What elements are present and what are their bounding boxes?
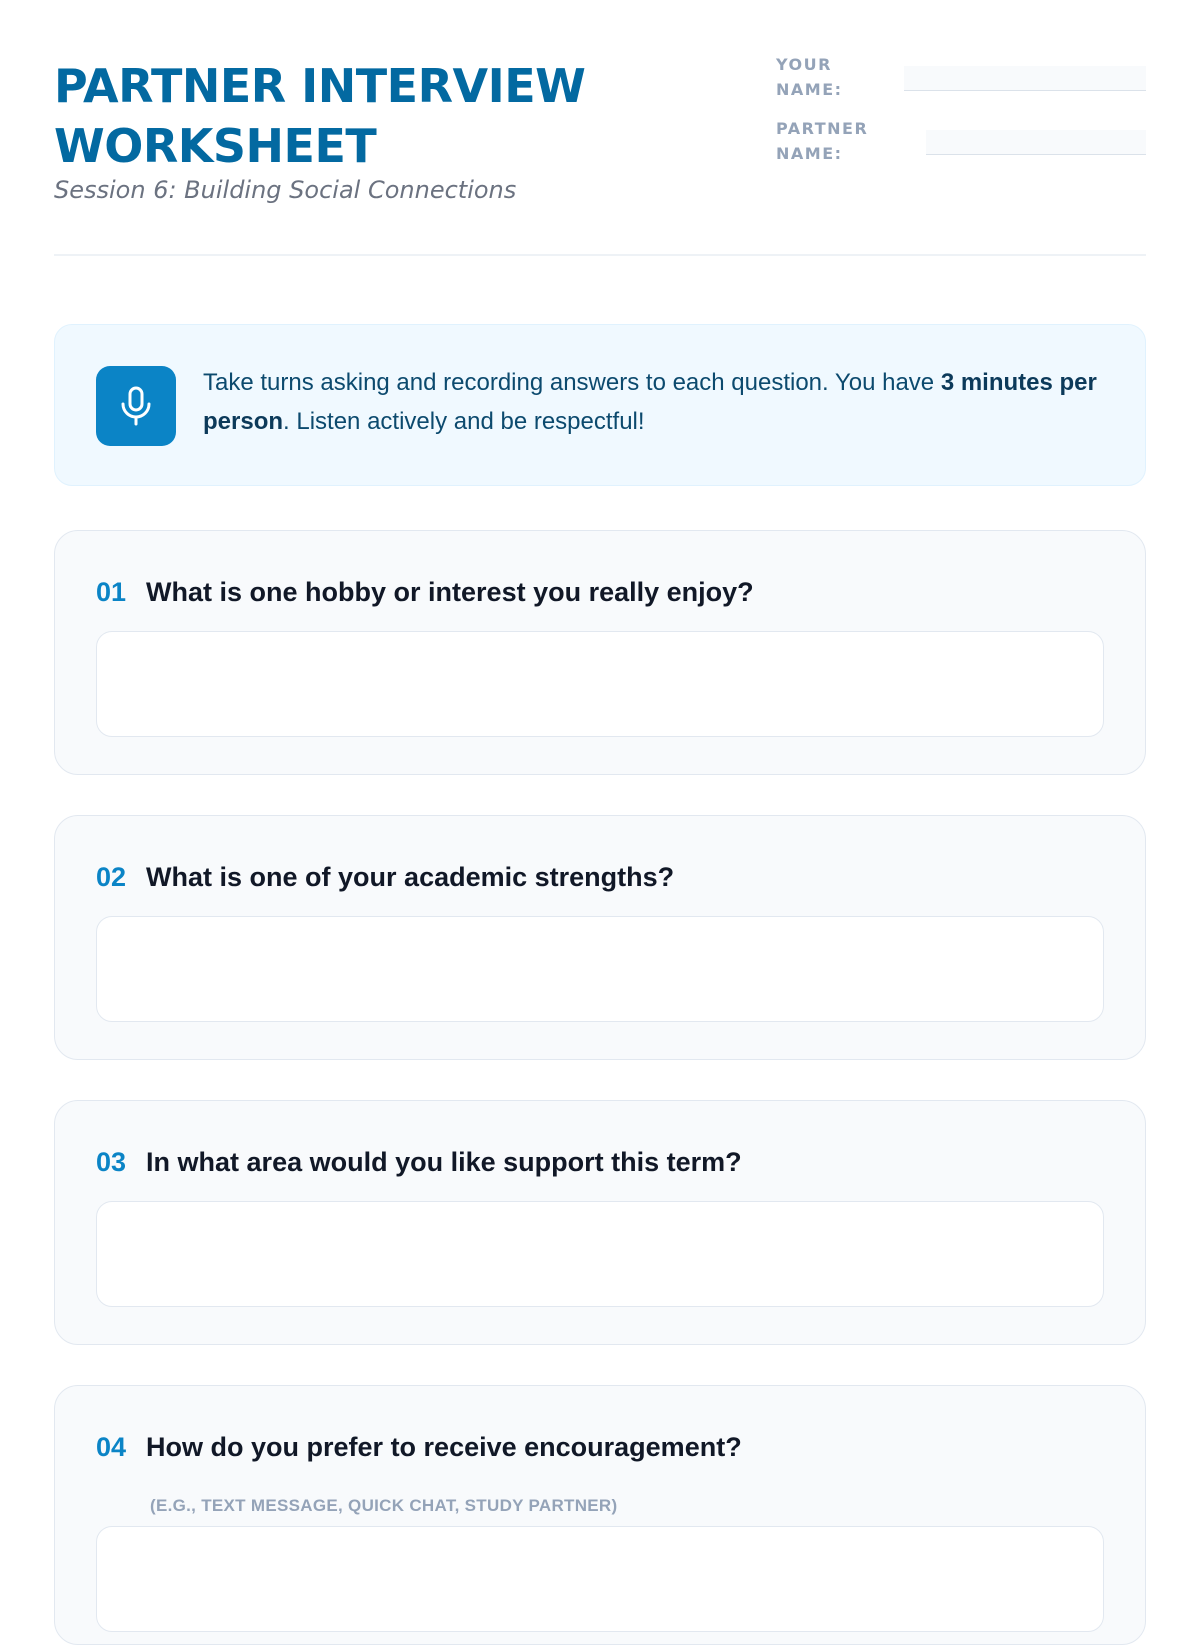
question-card-2 bbox=[54, 815, 1146, 1060]
question-number: 03 bbox=[96, 1147, 127, 1177]
question-number: 02 bbox=[96, 862, 127, 892]
question-heading bbox=[96, 1430, 742, 1464]
question-text: In what area would you like support this term? bbox=[146, 1147, 742, 1177]
instructions-emphasis: 3 minutes per person bbox=[203, 369, 1097, 435]
question-text: What is one of your academic strengths? bbox=[146, 862, 675, 892]
question-number: 04 bbox=[96, 1432, 127, 1462]
worksheet-title: PARTNER INTERVIEW WORKSHEET bbox=[54, 59, 586, 173]
instructions-text: Take turns asking and recording answers to each question. You have 3 minutes per person. Listen actively and be respectful! bbox=[203, 369, 1097, 435]
question-heading bbox=[96, 575, 754, 609]
your-name-row bbox=[776, 52, 1146, 102]
question-card-1 bbox=[54, 530, 1146, 775]
your-name-field[interactable] bbox=[904, 66, 1146, 91]
instructions-box bbox=[54, 324, 1146, 486]
question-card-3 bbox=[54, 1100, 1146, 1345]
worksheet-header bbox=[54, 0, 1146, 256]
answer-box-2[interactable] bbox=[96, 916, 1104, 1022]
question-hint: (E.G., TEXT MESSAGE, QUICK CHAT, STUDY PARTNER) bbox=[150, 1496, 618, 1515]
question-card-4 bbox=[54, 1385, 1146, 1645]
question-heading bbox=[96, 860, 674, 894]
answer-box-1[interactable] bbox=[96, 631, 1104, 737]
partner-name-row bbox=[776, 116, 1146, 166]
question-heading bbox=[96, 1145, 742, 1179]
answer-box-4[interactable] bbox=[96, 1526, 1104, 1632]
question-text: What is one hobby or interest you really enjoy? bbox=[146, 577, 754, 607]
partner-name-label: PARTNER NAME: bbox=[776, 119, 869, 163]
answer-box-3[interactable] bbox=[96, 1201, 1104, 1307]
question-number: 01 bbox=[96, 577, 127, 607]
your-name-label: YOUR NAME: bbox=[776, 55, 843, 99]
microphone-icon bbox=[96, 366, 176, 446]
partner-name-field[interactable] bbox=[926, 130, 1146, 155]
question-text: How do you prefer to receive encouragement? bbox=[146, 1432, 742, 1462]
worksheet-page bbox=[54, 0, 1146, 1515]
worksheet-subtitle: Session 6: Building Social Connections bbox=[54, 176, 517, 204]
